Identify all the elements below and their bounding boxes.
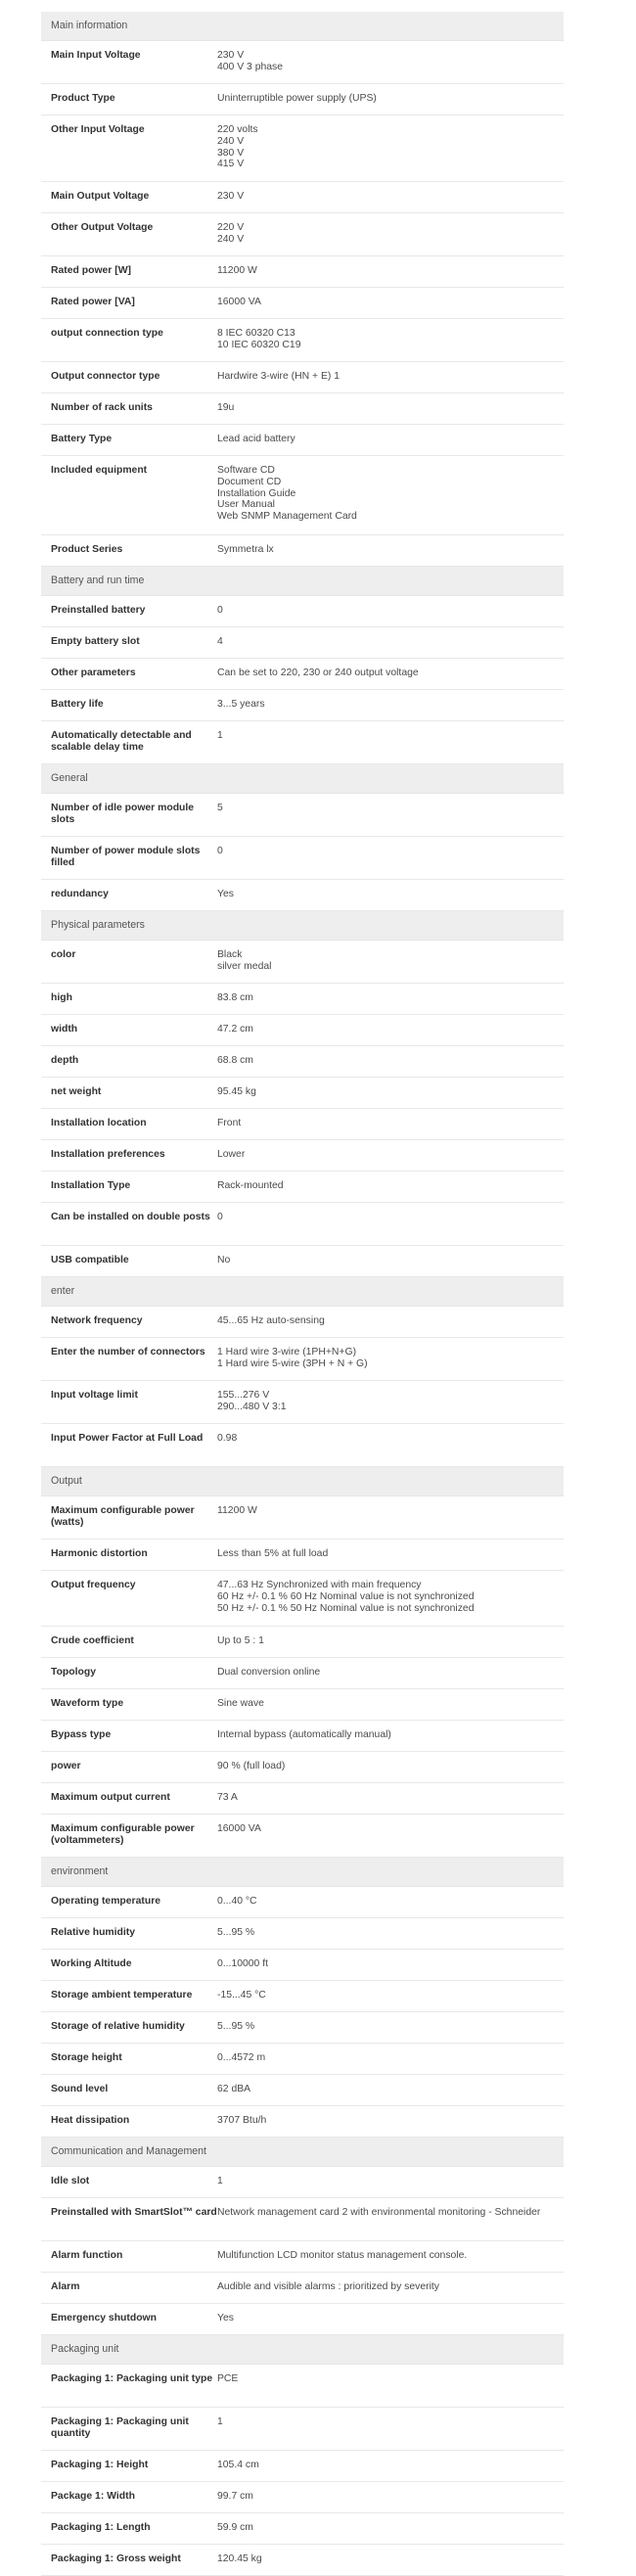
spec-label: Rated power [VA] (51, 297, 135, 307)
spec-value: 4 (217, 636, 223, 647)
spec-value: 230 V (217, 191, 245, 202)
spec-row (41, 1627, 564, 1658)
spec-row (41, 2106, 564, 2138)
spec-row (41, 2044, 564, 2075)
spec-value: 3...5 years (217, 699, 265, 710)
spec-row (41, 319, 564, 362)
spec-row (41, 213, 564, 256)
spec-label: Product Series (51, 544, 123, 555)
spec-value: Lead acid battery (217, 434, 295, 444)
spec-label: Input voltage limit (51, 1390, 138, 1401)
section-header: Physical parameters (41, 911, 564, 941)
spec-value: 0 (217, 846, 223, 856)
spec-value: Up to 5 : 1 (217, 1635, 264, 1646)
spec-value: Rack-mounted (217, 1180, 284, 1191)
spec-value: 5...95 % (217, 1927, 255, 1938)
spec-label: Number of power module slots filled (51, 846, 201, 868)
spec-row (41, 535, 564, 567)
spec-row (41, 1203, 564, 1246)
spec-value: 11200 W (217, 1505, 257, 1516)
spec-label: Idle slot (51, 2176, 90, 2186)
spec-label: color (51, 949, 76, 960)
spec-label: depth (51, 1055, 79, 1066)
spec-row (41, 596, 564, 627)
spec-value: Yes (217, 889, 234, 899)
spec-row (41, 2075, 564, 2106)
spec-value: 0...4572 m (217, 2052, 266, 2063)
spec-row (41, 2482, 564, 2513)
spec-value: Audible and visible alarms : prioritized by severity (217, 2281, 439, 2292)
spec-row (41, 2273, 564, 2304)
section-header: enter (41, 1277, 564, 1307)
spec-row (41, 880, 564, 911)
spec-label: Number of idle power module slots (51, 803, 195, 825)
spec-value: Network management card 2 with environmental monitoring - Schneider (217, 2207, 541, 2218)
spec-label: Rated power [W] (51, 265, 131, 276)
spec-row (41, 1689, 564, 1721)
spec-value: 95.45 kg (217, 1086, 256, 1097)
spec-value: 1 (217, 730, 223, 741)
spec-row (41, 941, 564, 984)
spec-label: high (51, 992, 72, 1003)
spec-row (41, 2198, 564, 2241)
spec-label: Packaging 1: Gross weight (51, 2553, 181, 2564)
spec-value: Yes (217, 2313, 234, 2323)
spec-label: Package 1: Width (51, 2491, 135, 2502)
spec-row (41, 1658, 564, 1689)
spec-label: Maximum output current (51, 1792, 170, 1803)
spec-label: Preinstalled battery (51, 605, 146, 616)
spec-label: Waveform type (51, 1698, 124, 1709)
section-header: General (41, 764, 564, 794)
spec-value: Software CD Document CD Installation Guide User Manual Web SNMP Management Card (217, 465, 357, 523)
spec-label: Relative humidity (51, 1927, 136, 1938)
spec-value: 47...63 Hz Synchronized with main frequency 60 Hz +/- 0.1 % 60 Hz Nominal value is not synchronized 50 Hz +/- 0.1 % 50 Hz Nominal value is not synchronized (217, 1580, 475, 1614)
spec-row (41, 2513, 564, 2545)
spec-value: 47.2 cm (217, 1024, 253, 1035)
spec-label: Automatically detectable and scalable delay time (51, 730, 192, 753)
spec-label: Packaging 1: Height (51, 2460, 149, 2470)
spec-label: Packaging 1: Length (51, 2522, 151, 2533)
spec-row (41, 627, 564, 659)
spec-value: -15...45 °C (217, 1990, 266, 2001)
spec-value: 120.45 kg (217, 2553, 262, 2564)
spec-row (41, 2408, 564, 2451)
spec-value: Sine wave (217, 1698, 264, 1709)
spec-row (41, 1496, 564, 1540)
spec-row (41, 2241, 564, 2273)
spec-value: Multifunction LCD monitor status management console. (217, 2250, 468, 2261)
spec-label: Topology (51, 1667, 96, 1678)
spec-value: 1 (217, 2416, 223, 2427)
spec-label: Main Input Voltage (51, 50, 141, 61)
spec-row (41, 393, 564, 425)
spec-value: 1 (217, 2176, 223, 2186)
spec-label: power (51, 1761, 81, 1771)
spec-value: 16000 VA (217, 297, 261, 307)
spec-label: Output frequency (51, 1580, 136, 1590)
spec-value: 59.9 cm (217, 2522, 253, 2533)
spec-label: Output connector type (51, 371, 160, 382)
spec-label: Heat dissipation (51, 2115, 130, 2126)
spec-value: Front (217, 1118, 242, 1128)
spec-row (41, 1540, 564, 1571)
spec-row (41, 794, 564, 837)
spec-row (41, 362, 564, 393)
spec-row (41, 721, 564, 764)
spec-label: Included equipment (51, 465, 148, 476)
spec-label: Alarm (51, 2281, 80, 2292)
spec-label: Installation preferences (51, 1149, 165, 1160)
spec-value: Hardwire 3-wire (HN + E) 1 (217, 371, 341, 382)
spec-row (41, 1783, 564, 1815)
spec-row (41, 1046, 564, 1078)
spec-value: 0 (217, 605, 223, 616)
spec-value: Black silver medal (217, 949, 272, 972)
spec-label: Empty battery slot (51, 636, 140, 647)
spec-value: 83.8 cm (217, 992, 253, 1003)
spec-value: 99.7 cm (217, 2491, 253, 2502)
spec-label: Packaging 1: Packaging unit quantity (51, 2416, 189, 2439)
section-header: Packaging unit (41, 2335, 564, 2365)
spec-value: 90 % (full load) (217, 1761, 286, 1771)
spec-row (41, 425, 564, 456)
spec-label: Crude coefficient (51, 1635, 134, 1646)
section-header: Communication and Management (41, 2138, 564, 2167)
spec-label: Main Output Voltage (51, 191, 150, 202)
spec-value: 0 (217, 1212, 223, 1222)
spec-row (41, 1950, 564, 1981)
section-header: Battery and run time (41, 567, 564, 596)
spec-value: 230 V 400 V 3 phase (217, 50, 284, 72)
spec-value: 1 Hard wire 3-wire (1PH+N+G) 1 Hard wire 5-wire (3PH + N + G) (217, 1347, 368, 1369)
spec-value: 0...10000 ft (217, 1958, 268, 1969)
spec-row (41, 1140, 564, 1172)
spec-value: Can be set to 220, 230 or 240 output voltage (217, 667, 419, 678)
spec-value: 11200 W (217, 265, 257, 276)
spec-value: 0.98 (217, 1433, 238, 1444)
spec-value: 105.4 cm (217, 2460, 259, 2470)
spec-row (41, 1109, 564, 1140)
spec-label: net weight (51, 1086, 102, 1097)
spec-value: Internal bypass (automatically manual) (217, 1729, 391, 1740)
spec-row (41, 41, 564, 84)
spec-row (41, 984, 564, 1015)
spec-value: Less than 5% at full load (217, 1548, 329, 1559)
spec-row (41, 1078, 564, 1109)
spec-label: output connection type (51, 328, 163, 339)
spec-row (41, 1015, 564, 1046)
spec-row (41, 659, 564, 690)
spec-row (41, 690, 564, 721)
spec-row (41, 182, 564, 213)
spec-row (41, 288, 564, 319)
spec-row (41, 1424, 564, 1467)
spec-label: Installation location (51, 1118, 147, 1128)
spec-row (41, 1752, 564, 1783)
spec-label: width (51, 1024, 78, 1035)
spec-label: Working Altitude (51, 1958, 132, 1969)
spec-value: 5...95 % (217, 2021, 255, 2032)
spec-value: 16000 VA (217, 1823, 261, 1834)
spec-value: Uninterruptible power supply (UPS) (217, 93, 377, 104)
spec-row (41, 1307, 564, 1338)
spec-label: Preinstalled with SmartSlot™ card (51, 2207, 217, 2218)
spec-value: Dual conversion online (217, 1667, 321, 1678)
spec-value: 68.8 cm (217, 1055, 253, 1066)
spec-row (41, 1887, 564, 1918)
section-header: Output (41, 1467, 564, 1496)
spec-label: redundancy (51, 889, 109, 899)
spec-value: 73 A (217, 1792, 238, 1803)
spec-label: Sound level (51, 2084, 109, 2094)
spec-row (41, 84, 564, 115)
spec-value: 5 (217, 803, 223, 813)
spec-label: Number of rack units (51, 402, 153, 413)
spec-value: 8 IEC 60320 C13 10 IEC 60320 C19 (217, 328, 301, 350)
spec-label: Bypass type (51, 1729, 112, 1740)
spec-row (41, 2304, 564, 2335)
spec-value: 3707 Btu/h (217, 2115, 267, 2126)
spec-label: Alarm function (51, 2250, 123, 2261)
spec-value: 19u (217, 402, 235, 413)
spec-row (41, 1918, 564, 1950)
spec-label: Battery Type (51, 434, 113, 444)
spec-value: 0...40 °C (217, 1896, 257, 1907)
spec-value: 62 dBA (217, 2084, 251, 2094)
spec-value: No (217, 1255, 231, 1265)
spec-row (41, 1981, 564, 2012)
spec-row (41, 1815, 564, 1858)
spec-label: Can be installed on double posts (51, 1212, 210, 1222)
spec-row (41, 2365, 564, 2408)
spec-value: 220 V 240 V (217, 222, 245, 245)
spec-row (41, 1246, 564, 1277)
spec-label: Input Power Factor at Full Load (51, 1433, 204, 1444)
spec-row (41, 1381, 564, 1424)
spec-row (41, 2451, 564, 2482)
spec-value: 45...65 Hz auto-sensing (217, 1315, 325, 1326)
specification-table (41, 12, 564, 2576)
spec-row (41, 1721, 564, 1752)
spec-label: Network frequency (51, 1315, 143, 1326)
spec-row (41, 2012, 564, 2044)
spec-label: USB compatible (51, 1255, 129, 1265)
spec-row (41, 837, 564, 880)
spec-label: Operating temperature (51, 1896, 161, 1907)
spec-label: Storage of relative humidity (51, 2021, 185, 2032)
spec-label: Packaging 1: Packaging unit type (51, 2373, 213, 2384)
spec-label: Emergency shutdown (51, 2313, 157, 2323)
spec-label: Product Type (51, 93, 115, 104)
spec-value: PCE (217, 2373, 239, 2384)
spec-row (41, 2545, 564, 2576)
spec-label: Storage ambient temperature (51, 1990, 193, 2001)
spec-value: Symmetra lx (217, 544, 274, 555)
spec-row (41, 115, 564, 182)
spec-value: 220 volts 240 V 380 V 415 V (217, 124, 258, 170)
section-header: environment (41, 1858, 564, 1887)
spec-label: Other Output Voltage (51, 222, 154, 233)
spec-row (41, 456, 564, 535)
spec-value: Lower (217, 1149, 246, 1160)
spec-row (41, 1571, 564, 1627)
top-cutoff-area (0, 0, 636, 12)
section-header: Main information (41, 12, 564, 41)
spec-label: Maximum configurable power (voltammeters) (51, 1823, 195, 1846)
spec-label: Installation Type (51, 1180, 131, 1191)
spec-value: 155...276 V 290...480 V 3:1 (217, 1390, 287, 1412)
spec-label: Maximum configurable power (watts) (51, 1505, 195, 1528)
spec-row (41, 1338, 564, 1381)
spec-row (41, 256, 564, 288)
spec-label: Harmonic distortion (51, 1548, 148, 1559)
spec-label: Other Input Voltage (51, 124, 145, 135)
spec-label: Storage height (51, 2052, 122, 2063)
spec-label: Other parameters (51, 667, 136, 678)
spec-label: Enter the number of connectors (51, 1347, 205, 1357)
spec-label: Battery life (51, 699, 104, 710)
spec-row (41, 1172, 564, 1203)
spec-row (41, 2167, 564, 2198)
